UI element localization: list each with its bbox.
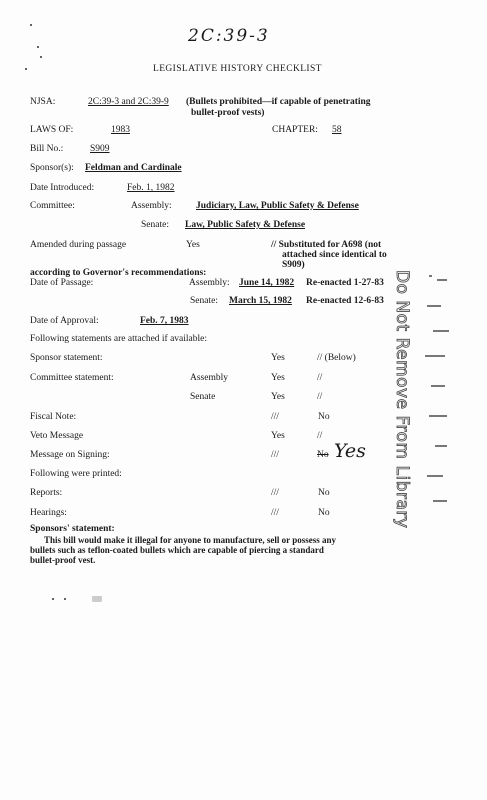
laws-value: 1983 bbox=[111, 125, 130, 135]
amended-note-2: attached since identical to bbox=[282, 250, 387, 260]
library-stamp bbox=[388, 270, 418, 529]
committee-statement-assembly-value: Yes bbox=[271, 373, 285, 383]
njsa-value: 2C:39-3 and 2C:39-9 bbox=[88, 97, 169, 107]
committee-statement-assembly-note: // bbox=[317, 373, 323, 383]
approval-label: Date of Approval: bbox=[30, 316, 99, 326]
introduced-value: Feb. 1, 1982 bbox=[127, 183, 175, 193]
committee-statement-senate-note: // bbox=[317, 392, 323, 402]
passage-senate-reenacted: Re-enacted 12-6-83 bbox=[306, 296, 384, 306]
committee-senate-label: Senate: bbox=[141, 220, 169, 230]
committee-statement-senate-value: Yes bbox=[271, 392, 285, 402]
hearings-label: Hearings: bbox=[30, 508, 67, 518]
following-printed: Following were printed: bbox=[30, 469, 122, 479]
sponsors-label: Sponsor(s): bbox=[30, 163, 74, 173]
signing-handwritten: Yes bbox=[334, 440, 366, 462]
committee-statement-senate-label: Senate bbox=[190, 392, 216, 402]
approval-value: Feb. 7, 1983 bbox=[140, 316, 189, 326]
sponsor-statement-value: Yes bbox=[271, 353, 285, 363]
signing-label: Message on Signing: bbox=[30, 450, 110, 460]
njsa-description: (Bullets prohibited—if capable of penetrating bbox=[186, 97, 371, 107]
sponsor-statement-note: // (Below) bbox=[317, 353, 356, 363]
signing-struck: No bbox=[317, 450, 329, 460]
veto-value: Yes bbox=[271, 431, 285, 441]
passage-assembly-reenacted: Re-enacted 1-27-83 bbox=[306, 278, 384, 288]
committee-statement-assembly-label: Assembly bbox=[190, 373, 228, 383]
following-attached: Following statements are attached if available: bbox=[30, 334, 208, 344]
committee-senate-value: Law, Public Safety & Defense bbox=[185, 220, 306, 230]
passage-senate-value: March 15, 1982 bbox=[229, 296, 292, 306]
amended-note-1: // Substituted for A698 (not bbox=[271, 240, 382, 250]
amended-value: Yes bbox=[186, 240, 200, 250]
amended-note-3: S909) bbox=[282, 260, 305, 270]
fiscal-note-note: No bbox=[318, 412, 330, 422]
committee-label: Committee: bbox=[30, 201, 75, 211]
scan-edge-marks bbox=[425, 275, 455, 515]
statement-line-1: This bill would make it illegal for anyone to manufacture, sell or possess any bbox=[44, 535, 337, 545]
fiscal-note-label: Fiscal Note: bbox=[30, 412, 77, 422]
statement-heading: Sponsors' statement: bbox=[30, 524, 115, 534]
njsa-label: NJSA: bbox=[30, 97, 56, 107]
governor-line: according to Governor's recommendations: bbox=[30, 268, 207, 278]
introduced-label: Date Introduced: bbox=[30, 183, 95, 193]
reports-label: Reports: bbox=[30, 488, 63, 498]
fiscal-note-value: /// bbox=[271, 412, 279, 422]
passage-assembly-value: June 14, 1982 bbox=[239, 278, 295, 288]
handwritten-code: 2C:39-3 bbox=[188, 26, 270, 46]
sponsor-statement-label: Sponsor statement: bbox=[30, 353, 103, 363]
committee-assembly-value: Judiciary, Law, Public Safety & Defense bbox=[196, 201, 359, 211]
hearings-value: /// bbox=[271, 508, 279, 518]
passage-label: Date of Passage: bbox=[30, 278, 94, 288]
reports-value: /// bbox=[271, 488, 279, 498]
statement-line-2: bullets such as teflon-coated bullets which are capable of piercing a standard bbox=[30, 545, 324, 555]
bill-label: Bill No.: bbox=[30, 144, 64, 154]
committee-statement-label: Committee statement: bbox=[30, 373, 114, 383]
page-title: LEGISLATIVE HISTORY CHECKLIST bbox=[153, 64, 322, 74]
reports-note: No bbox=[318, 488, 330, 498]
veto-label: Veto Message bbox=[30, 431, 84, 441]
chapter-label: CHAPTER: bbox=[272, 125, 318, 135]
sponsors-value: Feldman and Cardinale bbox=[85, 163, 182, 173]
passage-senate-label: Senate: bbox=[190, 296, 218, 306]
library-stamp-text: Do Not Remove From Library bbox=[392, 270, 412, 529]
bill-value: S909 bbox=[90, 144, 110, 154]
amended-label: Amended during passage bbox=[30, 240, 127, 250]
laws-label: LAWS OF: bbox=[30, 125, 74, 135]
passage-assembly-label: Assembly: bbox=[189, 278, 230, 288]
chapter-value: 58 bbox=[332, 125, 342, 135]
committee-assembly-label: Assembly: bbox=[131, 201, 172, 211]
statement-line-3: bullet-proof vest. bbox=[30, 555, 96, 565]
signing-value: /// bbox=[271, 450, 279, 460]
njsa-description-cont: bullet-proof vests) bbox=[191, 108, 265, 118]
veto-note: // bbox=[317, 431, 323, 441]
hearings-note: No bbox=[318, 508, 330, 518]
